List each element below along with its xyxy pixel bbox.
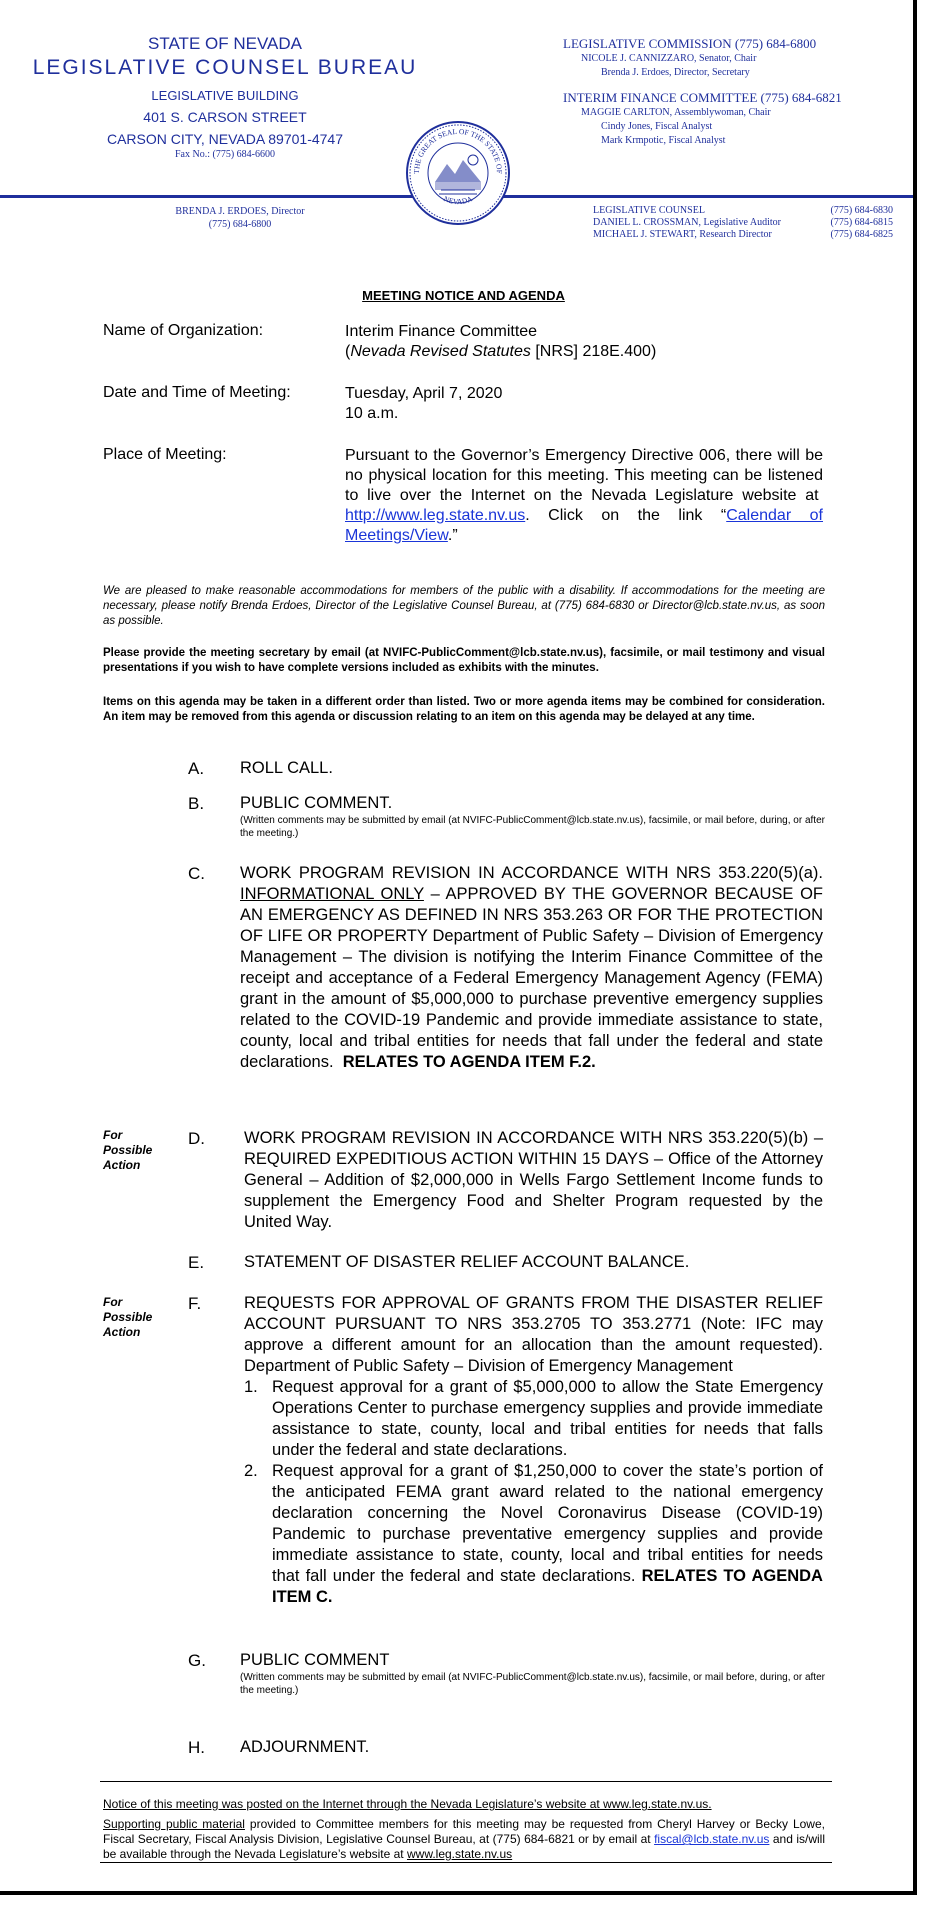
commission-header: LEGISLATIVE COMMISSION (775) 684-6800 bbox=[563, 36, 817, 51]
item-letter: G. bbox=[188, 1651, 206, 1670]
commission-chair: NICOLE J. CANNIZZARO, Senator, Chair bbox=[581, 53, 757, 64]
agenda-item-disaster-balance: STATEMENT OF DISASTER RELIEF ACCOUNT BALANCE. bbox=[244, 1253, 690, 1271]
city-address: CARSON CITY, NEVADA 89701-4747 bbox=[106, 131, 344, 147]
grant-request-list bbox=[244, 1377, 823, 1608]
org-statute: (Nevada Revised Statutes [NRS] 218E.400) bbox=[345, 343, 657, 360]
ifc-header: INTERIM FINANCE COMMITTEE (775) 684-6821 bbox=[563, 90, 842, 105]
bureau-name: LEGISLATIVE COUNSEL BUREAU bbox=[32, 56, 418, 79]
for-possible-action-label: For Possible Action bbox=[103, 1295, 153, 1339]
agenda-item-roll-call: ROLL CALL. bbox=[240, 759, 333, 777]
state-seal-icon bbox=[405, 120, 511, 226]
place-value: Pursuant to the Governor’s Emergency Directive 006, there will be no physical location for this meeting. This meeting can be listened to live over the Internet on the Nevada Legislature website at http://www.leg.state.nv.us. Click on the link “Calendar of Meetings/View.” bbox=[345, 447, 823, 544]
supporting-material-notice: Supporting public material provided to Committee members for this meeting may be requested from Cheryl Harvey or Becky Lowe, Fiscal Secretary, Fiscal Analysis Division, Legislative Counsel Bureau, at (775) 684-6821 or by email at fiscal@lcb.state.nv.us and is/will be available through the Nevada Legislature’s website at www.leg.state.nv.us bbox=[103, 1817, 825, 1861]
fiscal-email-link[interactable]: fiscal@lcb.state.nv.us bbox=[654, 1832, 770, 1846]
agenda-item-work-program-c: WORK PROGRAM REVISION IN ACCORDANCE WITH NRS 353.220(5)(a). INFORMATIONAL ONLY – APPROVED BY THE GOVERNOR BECAUSE OF AN EMERGENCY AS DEFINED IN NRS 353.263 OR FOR THE PROTECTION OF LIFE OR PROPERTY Department of Public Safety – Division of Emergency Management – The division is notifying the Interim Finance Committee of the receipt and acceptance of a Federal Emergency Management Agency (FEMA) grant in the amount of $5,000,000 to purchase preventive emergency supplies related to the COVID-19 Pandemic and provide immediate assistance to state, county, local and tribal entities for needs that fall under the federal and state declarations. RELATES TO AGENDA ITEM F.2. bbox=[240, 864, 823, 1071]
org-value bbox=[345, 322, 823, 362]
counsel-name: LEGISLATIVE COUNSEL bbox=[593, 205, 705, 216]
ifc-analyst-2: Mark Krmpotic, Fiscal Analyst bbox=[601, 135, 726, 146]
letterhead-left bbox=[30, 34, 420, 160]
date-label: Date and Time of Meeting: bbox=[103, 384, 291, 401]
list-item: 2. Request approval for a grant of $1,250,000 to cover the state’s portion of the anticipated FEMA grant award related to the national emergency declaration concerning the Novel Coronavirus Disease (COVID-19) Pandemic to purchase preventative emergency supplies and provide immediate assistance to state, county, local and tribal entities for needs that fall under the federal and state declarations. RELATES TO AGENDA ITEM C. bbox=[244, 1462, 823, 1606]
org-name: Interim Finance Committee bbox=[345, 323, 538, 340]
footer-rule bbox=[100, 1781, 832, 1782]
fax-number: Fax No.: (775) 684-6600 bbox=[175, 149, 275, 160]
testimony-notice: Please provide the meeting secretary by email (at NVIFC-PublicComment@lcb.state.nv.us), facsimile, or mail testimony and visual presentations if you wish to have complete versions included as exhibits with the minutes. bbox=[103, 647, 825, 674]
agenda-item-public-comment-2 bbox=[240, 1650, 825, 1697]
director-name: BRENDA J. ERDOES, Director bbox=[175, 206, 305, 217]
item-letter: F. bbox=[188, 1294, 202, 1313]
meeting-time: 10 a.m. bbox=[345, 405, 399, 422]
counsel-phone: (775) 684-6815 bbox=[830, 217, 893, 228]
date-value bbox=[345, 384, 823, 424]
footer-rule bbox=[100, 1862, 832, 1863]
item-text: PUBLIC COMMENT bbox=[240, 1651, 390, 1669]
calendar-of-meetings-link[interactable]: Calendar of Meetings/View bbox=[345, 507, 823, 544]
item-letter: E. bbox=[188, 1253, 205, 1272]
item-letter: B. bbox=[188, 794, 205, 813]
item-note: (Written comments may be submitted by email (at NVIFC-PublicComment@lcb.state.nv.us), facsimile, or mail before, during, or after the meeting.) bbox=[240, 815, 825, 839]
svg-text:NEVADA: NEVADA bbox=[442, 194, 474, 207]
svg-text:THE GREAT SEAL OF THE STATE OF: THE GREAT SEAL OF THE STATE OF bbox=[411, 126, 505, 174]
org-label: Name of Organization: bbox=[103, 322, 264, 339]
item-letter: A. bbox=[188, 759, 205, 778]
posting-notice: Notice of this meeting was posted on the Internet through the Nevada Legislature’s website at www.leg.state.nv.us. bbox=[103, 1797, 712, 1811]
list-item: 1. Request approval for a grant of $5,000,000 to allow the State Emergency Operations Center to purchase emergency supplies and provide immediate assistance to state, county, local and tribal entities for needs that falls under the federal and state declarations. bbox=[244, 1378, 823, 1459]
counsel-phone: (775) 684-6830 bbox=[830, 205, 893, 216]
item-letter: C. bbox=[188, 864, 205, 883]
item-text: REQUESTS FOR APPROVAL OF GRANTS FROM THE DISASTER RELIEF ACCOUNT PURSUANT TO NRS 353.2705 TO 353.2771 (Note: IFC may approve a different amount for an allocation than the amount requested). Department of Public Safety – Division of Emergency Management bbox=[244, 1294, 823, 1375]
counsel-list bbox=[593, 205, 893, 241]
page-title: MEETING NOTICE AND AGENDA bbox=[362, 288, 565, 303]
state-name: STATE OF NEVADA bbox=[148, 34, 302, 53]
agenda-item-public-comment bbox=[240, 793, 825, 840]
order-notice: Items on this agenda may be taken in a different order than listed. Two or more agenda items may be combined for consideration. An item may be removed from this agenda or discussion relating to an item on this agenda may be delayed at any time. bbox=[103, 696, 825, 723]
counsel-row bbox=[593, 205, 893, 217]
accommodation-notice: We are pleased to make reasonable accommodations for members of the public with a disability. If accommodations for the meeting are necessary, please notify Brenda Erdoes, Director of the Legislative Counsel Bureau, at (775) 684-6830 or Director@lcb.state.nv.us, as soon as possible. bbox=[103, 585, 825, 627]
item-text: PUBLIC COMMENT. bbox=[240, 794, 393, 812]
item-note: (Written comments may be submitted by email (at NVIFC-PublicComment@lcb.state.nv.us), facsimile, or mail before, during, or after the meeting.) bbox=[240, 1672, 825, 1696]
counsel-name: MICHAEL J. STEWART, Research Director bbox=[593, 229, 772, 240]
director-phone: (775) 684-6800 bbox=[208, 219, 272, 230]
place-label: Place of Meeting: bbox=[103, 446, 227, 463]
commission-secretary: Brenda J. Erdoes, Director, Secretary bbox=[601, 67, 750, 78]
counsel-phone: (775) 684-6825 bbox=[830, 229, 893, 240]
ifc-analyst-1: Cindy Jones, Fiscal Analyst bbox=[601, 121, 713, 132]
building-name: LEGISLATIVE BUILDING bbox=[151, 88, 299, 103]
item-letter: D. bbox=[188, 1129, 205, 1148]
street-address: 401 S. CARSON STREET bbox=[143, 109, 307, 125]
item-letter: H. bbox=[188, 1738, 205, 1757]
counsel-row bbox=[593, 229, 893, 241]
agenda-item-grant-requests bbox=[244, 1293, 823, 1608]
counsel-row bbox=[593, 217, 893, 229]
agenda-item-adjournment: ADJOURNMENT. bbox=[240, 1738, 370, 1756]
meeting-date: Tuesday, April 7, 2020 bbox=[345, 385, 503, 402]
letterhead-right bbox=[563, 36, 903, 148]
agenda-item-work-program-d: WORK PROGRAM REVISION IN ACCORDANCE WITH NRS 353.220(5)(b) – REQUIRED EXPEDITIOUS ACTION WITHIN 15 DAYS – Office of the Attorney General – Addition of $2,000,000 in Wells Fargo Settlement Income funds to supplement the Emergency Food and Shelter Program requested by the United Way. bbox=[244, 1129, 823, 1231]
for-possible-action-label: For Possible Action bbox=[103, 1128, 153, 1172]
counsel-name: DANIEL L. CROSSMAN, Legislative Auditor bbox=[593, 217, 781, 228]
director-info bbox=[150, 205, 330, 231]
ifc-chair: MAGGIE CARLTON, Assemblywoman, Chair bbox=[581, 107, 771, 118]
legislature-website-link[interactable]: http://www.leg.state.nv.us bbox=[345, 507, 526, 524]
